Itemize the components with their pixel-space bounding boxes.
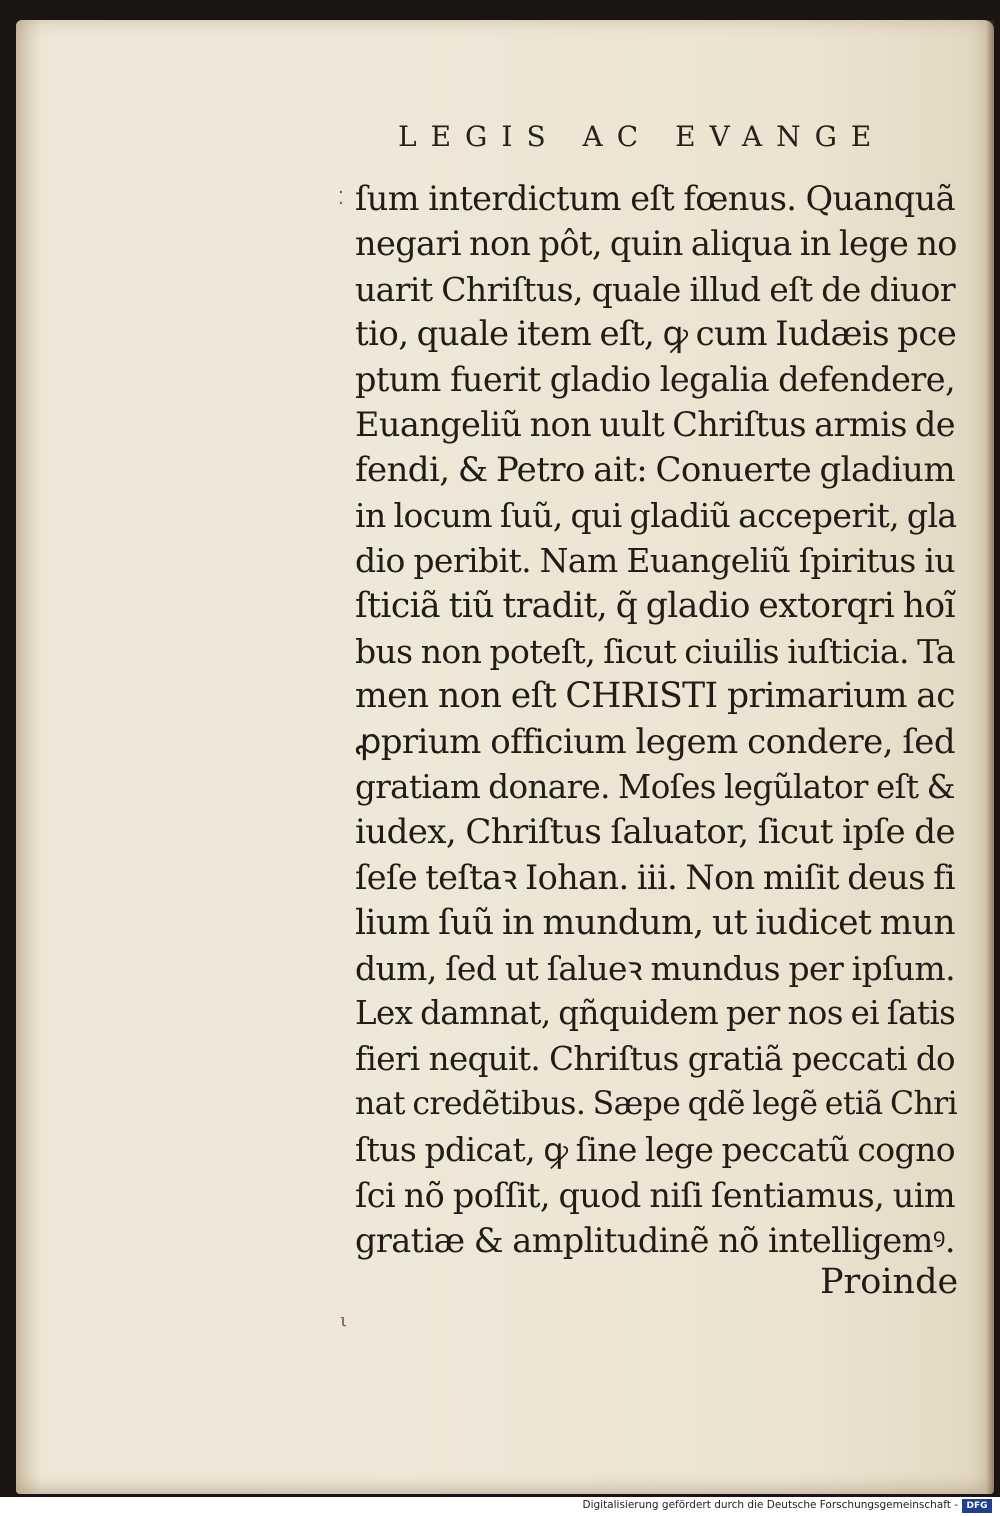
text-line: in locum ſuũ, qui gladiũ acceperit, gla: [355, 496, 957, 536]
text-line: ptum fuerit gladio legalia defendere,: [355, 360, 955, 400]
text-line: dio peribit. Nam Euangeliũ ſpiritus iu: [355, 541, 955, 581]
text-line: gratiam donare. Moſes legũlator eſt &: [355, 767, 955, 806]
text-line: iudex, Chriſtus ſaluator, ſicut ipſe de: [355, 812, 955, 853]
text-line: uarit Chriſtus, quale illud eſt de diuor: [355, 269, 955, 309]
gutter-shadow: [16, 20, 42, 1494]
body-text: [355, 176, 958, 1263]
page-edge: [986, 20, 994, 1494]
ink-mark: ⁚: [338, 188, 344, 209]
text-line: dum, ſed ut ſalueꝛ mundus per ipſum.: [355, 949, 955, 989]
text-line: Euangeliũ non uult Chriſtus armis de: [355, 405, 955, 445]
text-line: negari non pôt, quin aliqua in lege no: [355, 224, 957, 264]
text-line: Lex damnat, qñquidem per nos ei ſatis: [355, 994, 956, 1033]
text-line: gratiæ & amplitudinẽ nõ intelligemꝰ.: [355, 1220, 955, 1260]
digitization-footer: [0, 1497, 1000, 1516]
text-line: ſci nõ poſſit, quod niſi ſentiamus, uim: [355, 1175, 955, 1215]
dfg-logo: DFG: [962, 1499, 992, 1513]
text-line: ꝓprium officium legem condere, ſed: [355, 721, 955, 762]
text-line: ſeſe teſtaꝛ Iohan. iii. Non miſit deus fi: [355, 858, 955, 898]
ink-mark: ι: [340, 1310, 348, 1331]
text-line: ſum interdictum eſt fœnus. Quanquã: [355, 179, 955, 218]
text-line: lium ſuũ in mundum, ut iudicet mun: [355, 902, 955, 943]
text-line: ſtus pdicat, ꝙ ſine lege peccatũ cogno: [355, 1130, 955, 1170]
text-line: nat credẽtibus. Sæpe qdẽ legẽ etiã Chri: [355, 1085, 958, 1122]
catchword: Proinde: [820, 1262, 959, 1302]
running-head: LEGIS AC EVANGE: [398, 120, 886, 153]
text-line: men non eſt CHRISTI primarium ac: [355, 676, 955, 717]
text-line: tio, quale item eſt, ꝙ cum Iudæis pce: [355, 313, 957, 354]
text-line: ſticiã tiũ tradit, q̃ gladio extorqri hoĩ: [355, 585, 955, 626]
text-line: fendi, & Petro ait: Conuerte gladium: [355, 449, 955, 490]
text-line: fieri nequit. Chriſtus gratiã peccati do: [355, 1039, 955, 1078]
funding-credit: Digitalisierung gefördert durch die Deutsche Forschungsgemeinschaft -: [582, 1499, 958, 1511]
text-line: bus non poteſt, ſicut ciuilis iuſticia. Ta: [355, 631, 955, 671]
